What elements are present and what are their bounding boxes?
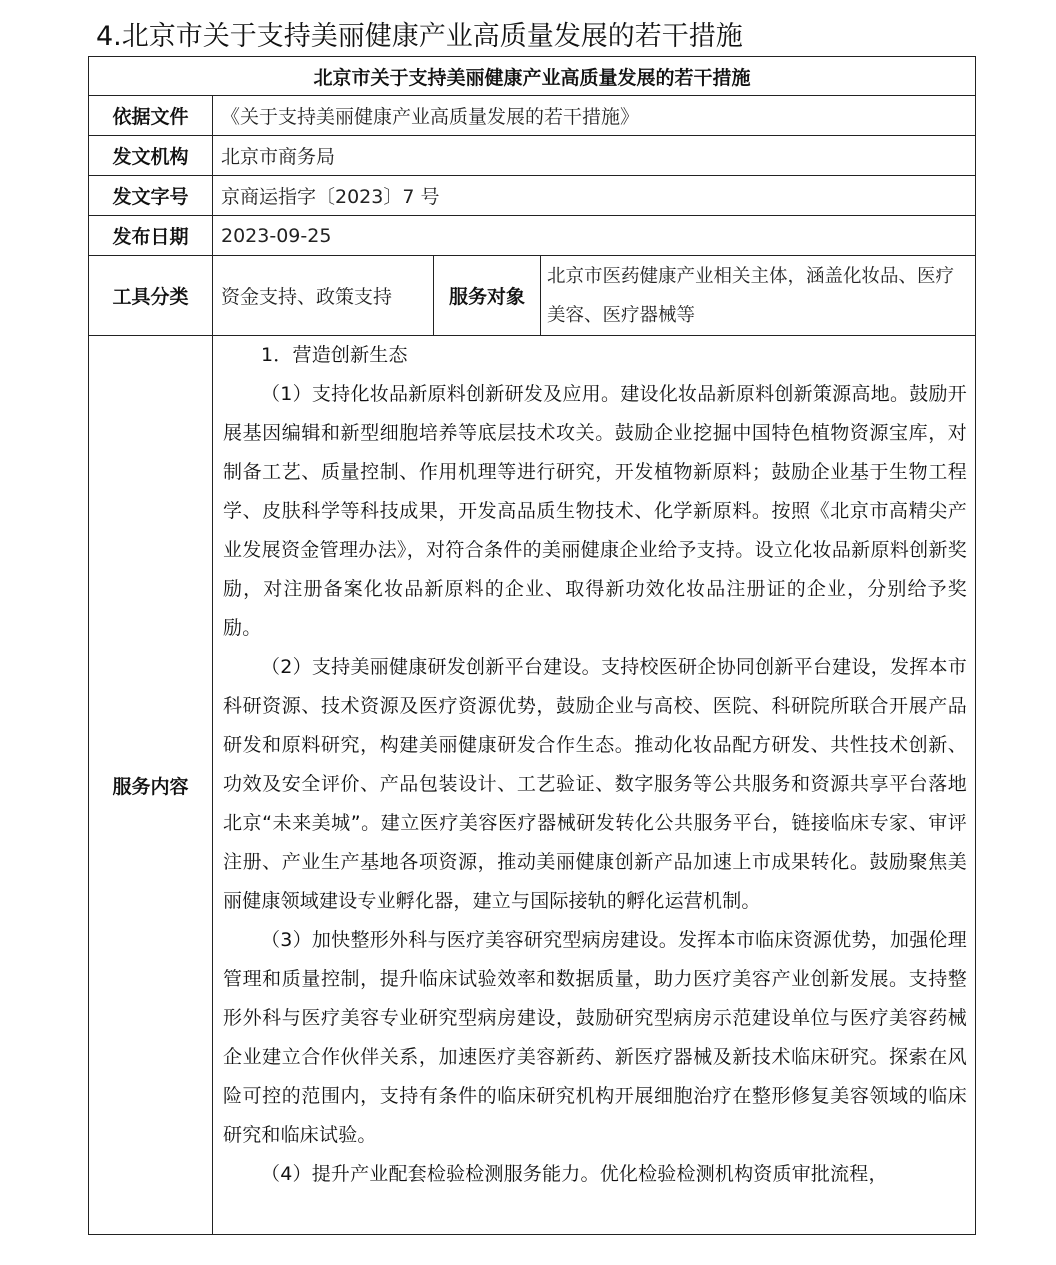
row-label: 发文机构	[89, 136, 213, 176]
row-value: 北京市医药健康产业相关主体，涵盖化妆品、医疗美容、医疗器械等	[541, 256, 976, 336]
row-value: 《关于支持美丽健康产业高质量发展的若干措施》	[213, 96, 976, 136]
row-label: 服务内容	[89, 336, 213, 1235]
section-heading: 1．营造创新生态	[261, 344, 408, 366]
row-value: 京商运指字〔2023〕7 号	[213, 176, 976, 216]
content-paragraph: （3）加快整形外科与医疗美容研究型病房建设。发挥本市临床资源优势，加强伦理管理和质量控制，提升临床试验效率和数据质量，助力医疗美容产业创新发展。支持整形外科与医疗美容专业研究型病房建设，鼓励研究型病房示范建设单位与医疗美容药械企业建立合作伙伴关系，加速医疗美容新药、新医疗器械及新技术临床研究。探索在风险可控的范围内，支持有条件的临床研究机构开展细胞治疗在整形修复美容领域的临床研究和临床试验。	[223, 929, 968, 1146]
row-label: 服务对象	[434, 256, 541, 336]
content-cell	[213, 336, 976, 1235]
row-label: 依据文件	[89, 96, 213, 136]
content-paragraph: （1）支持化妆品新原料创新研发及应用。建设化妆品新原料创新策源高地。鼓励开展基因编辑和新型细胞培养等底层技术攻关。鼓励企业挖掘中国特色植物资源宝库，对制备工艺、质量控制、作用机理等进行研究，开发植物新原料；鼓励企业基于生物工程学、皮肤科学等科技成果，开发高品质生物技术、化学新原料。按照《北京市高精尖产业发展资金管理办法》，对符合条件的美丽健康企业给予支持。设立化妆品新原料创新奖励，对注册备案化妆品新原料的企业、取得新功效化妆品注册证的企业，分别给予奖励。	[223, 383, 968, 639]
policy-table	[88, 56, 976, 1235]
content-paragraph: （2）支持美丽健康研发创新平台建设。支持校医研企协同创新平台建设，发挥本市科研资源、技术资源及医疗资源优势，鼓励企业与高校、医院、科研院所联合开展产品研发和原料研究，构建美丽健康研发合作生态。推动化妆品配方研发、共性技术创新、功效及安全评价、产品包装设计、工艺验证、数字服务等公共服务和资源共享平台落地北京“未来美城”。建立医疗美容医疗器械研发转化公共服务平台，链接临床专家、审评注册、产业生产基地各项资源，推动美丽健康创新产品加速上市成果转化。鼓励聚焦美丽健康领域建设专业孵化器，建立与国际接轨的孵化运营机制。	[223, 656, 968, 912]
row-label: 工具分类	[89, 256, 213, 336]
table-row-date	[89, 216, 976, 256]
table-row-basis	[89, 96, 976, 136]
table-row-tool	[89, 256, 976, 336]
content-paragraph: （4）提升产业配套检验检测服务能力。优化检验检测机构资质审批流程，	[261, 1163, 888, 1185]
table-row-doc-no	[89, 176, 976, 216]
table-title: 北京市关于支持美丽健康产业高质量发展的若干措施	[89, 57, 976, 96]
row-value: 北京市商务局	[213, 136, 976, 176]
table-row-issuer	[89, 136, 976, 176]
row-label: 发文字号	[89, 176, 213, 216]
row-label: 发布日期	[89, 216, 213, 256]
row-value: 2023-09-25	[213, 216, 976, 256]
page-heading: 4.北京市关于支持美丽健康产业高质量发展的若干措施	[96, 21, 743, 52]
table-row-content	[89, 336, 976, 1235]
row-value: 资金支持、政策支持	[213, 256, 434, 336]
